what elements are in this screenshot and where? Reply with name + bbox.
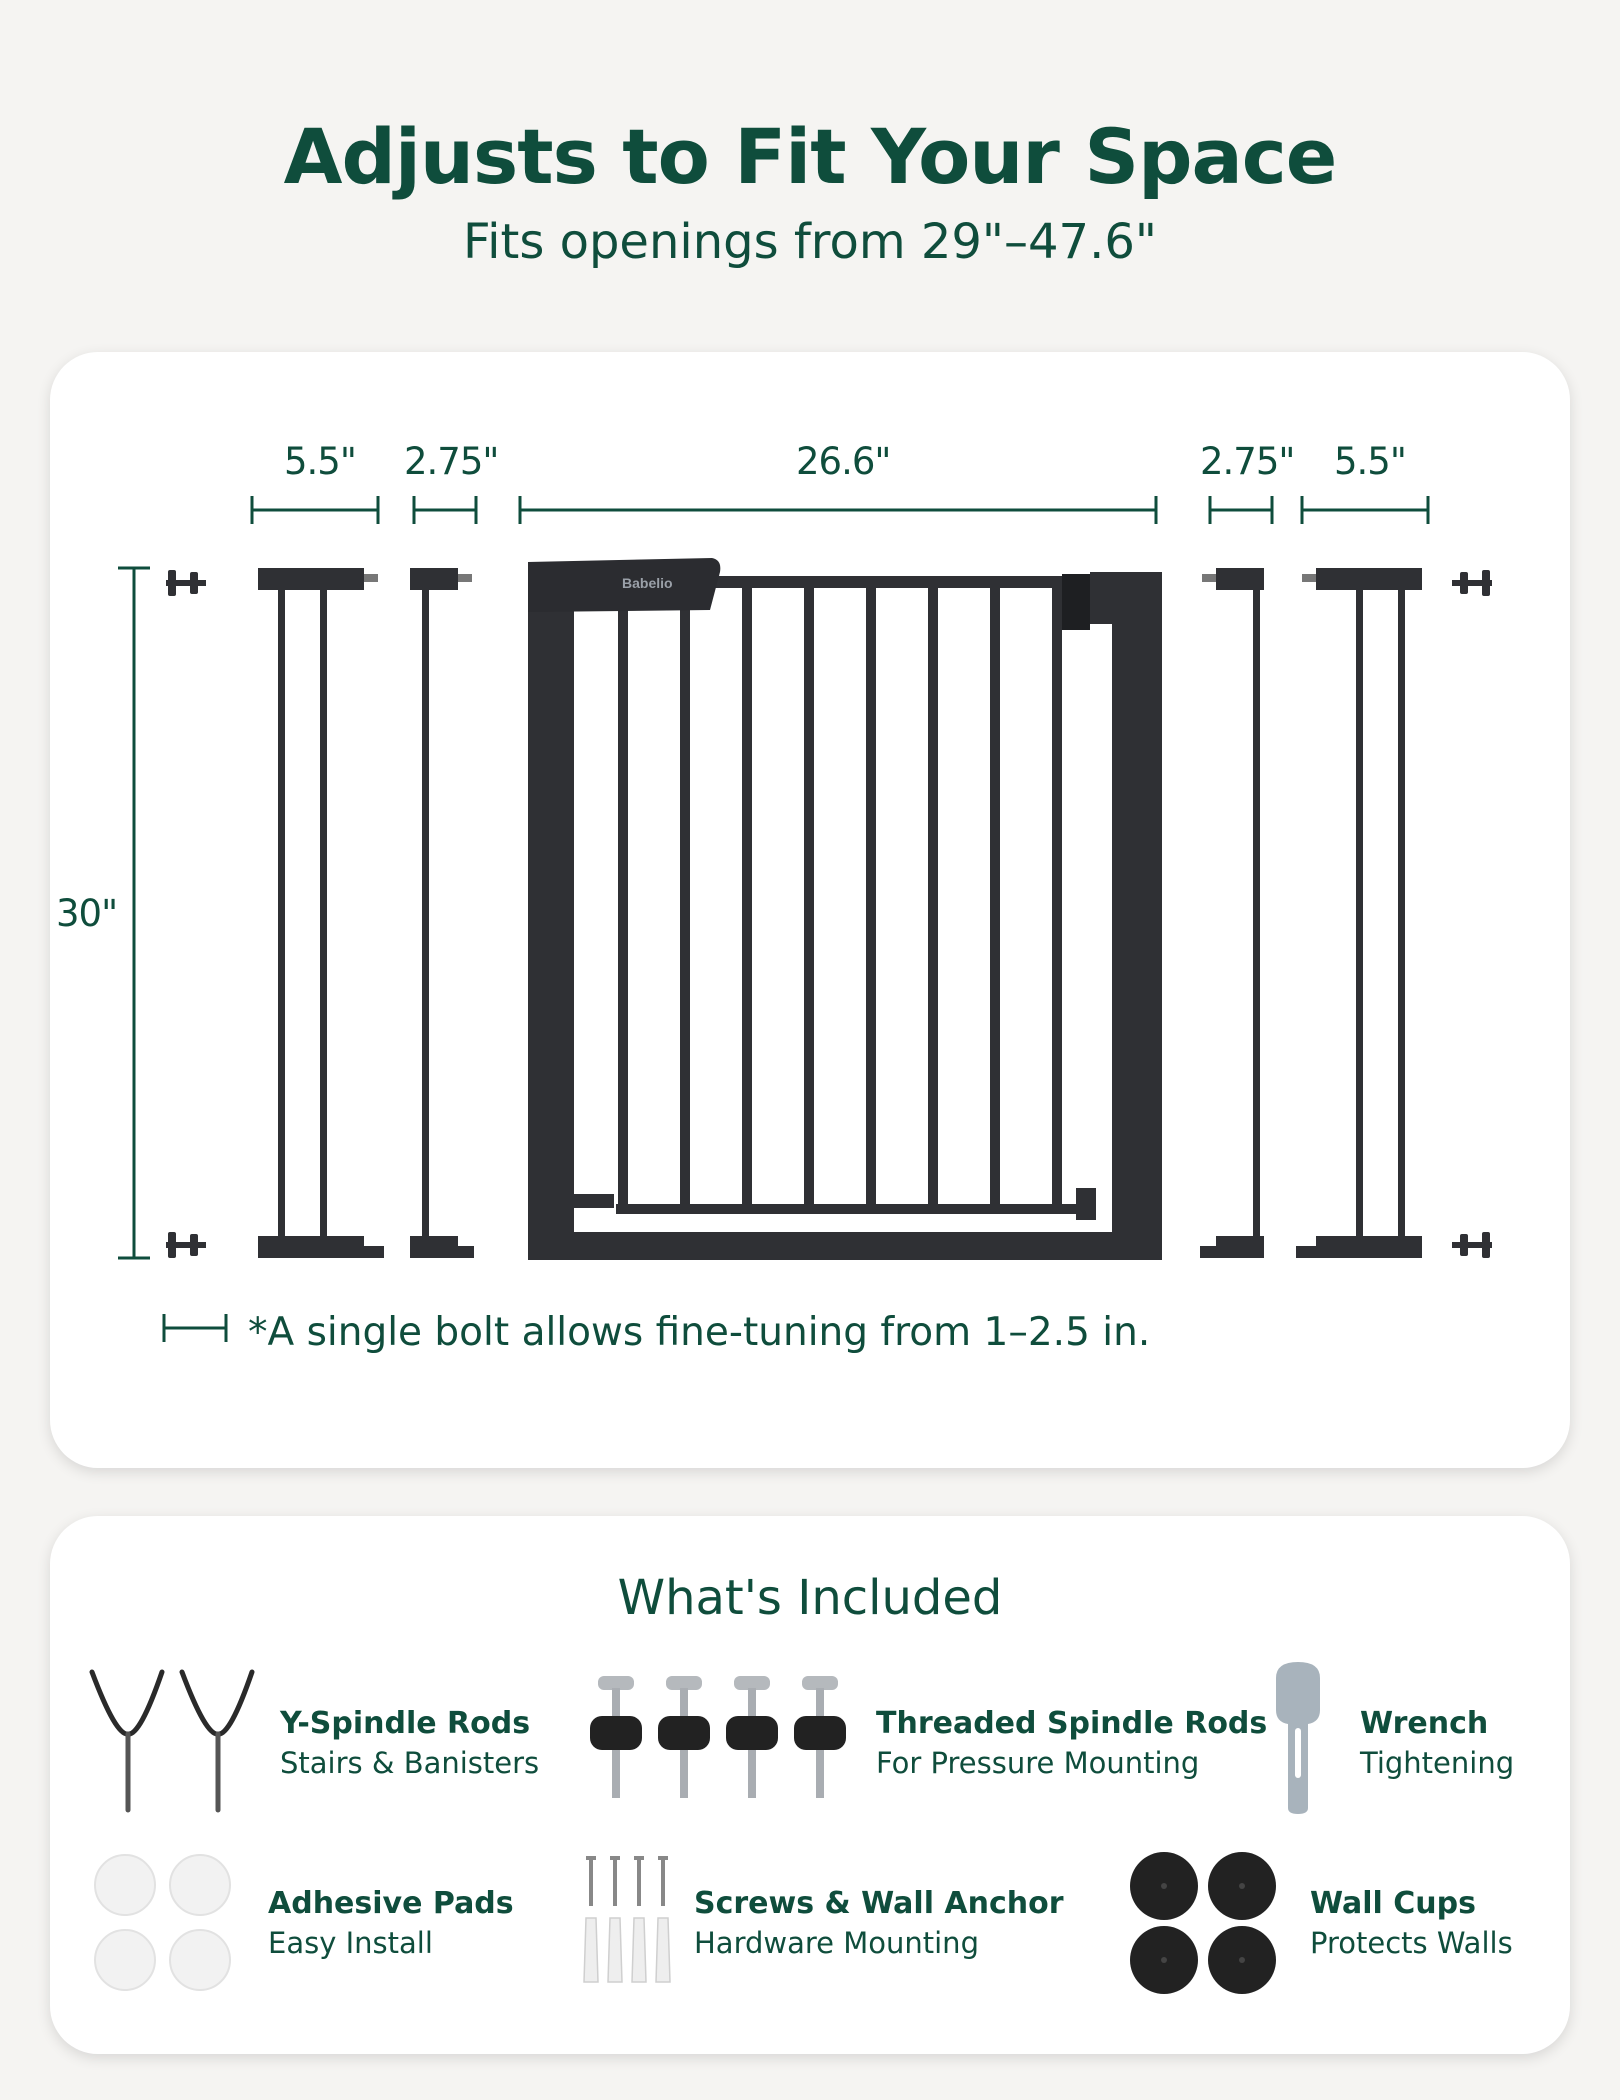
wrench-icon (1268, 1658, 1328, 1818)
bolts-left (166, 570, 206, 1258)
dim-label-left-inner: 2.75" (404, 440, 499, 483)
item-name-adhesive-pads: Adhesive Pads (268, 1886, 514, 1921)
included-card (50, 1516, 1570, 2054)
item-name-y-spindle: Y-Spindle Rods (280, 1706, 531, 1741)
wall-cup-icon (1128, 1850, 1278, 1996)
page-subtitle: Fits openings from 29"–47.6" (463, 214, 1157, 270)
item-desc-wall-cups: Protects Walls (1310, 1926, 1513, 1960)
adhesive-pad-icon (92, 1852, 232, 1992)
main-gate (528, 558, 1162, 1260)
threaded-spindle-icon (586, 1676, 856, 1806)
dimensions-card (50, 352, 1570, 1468)
gate-diagram (50, 352, 1570, 1468)
dim-label-height: 30" (56, 892, 118, 935)
item-name-wall-cups: Wall Cups (1310, 1886, 1476, 1921)
extension-left-outer (258, 568, 384, 1258)
page-title: Adjusts to Fit Your Space (283, 112, 1337, 201)
dim-label-left-outer: 5.5" (284, 440, 356, 483)
item-desc-screws-anchor: Hardware Mounting (694, 1926, 979, 1960)
item-name-screws-anchor: Screws & Wall Anchor (694, 1886, 1064, 1921)
item-name-threaded-spindle: Threaded Spindle Rods (876, 1706, 1268, 1741)
brand-logo: Babelio (622, 575, 673, 591)
included-title: What's Included (617, 1570, 1003, 1626)
fine-tuning-note: *A single bolt allows fine-tuning from 1–2.5 in. (248, 1310, 1151, 1355)
y-spindle-icon (86, 1666, 266, 1816)
item-desc-wrench: Tightening (1360, 1746, 1515, 1780)
extension-right-outer (1296, 568, 1422, 1258)
dim-label-gate: 26.6" (796, 440, 891, 483)
extension-right-inner (1200, 568, 1264, 1258)
item-name-wrench: Wrench (1360, 1706, 1489, 1741)
bolts-right (1452, 570, 1492, 1258)
screw-anchor-icon (576, 1856, 676, 1986)
dim-label-right-inner: 2.75" (1200, 440, 1295, 483)
dim-label-right-outer: 5.5" (1334, 440, 1406, 483)
item-desc-threaded-spindle: For Pressure Mounting (876, 1746, 1200, 1780)
item-desc-adhesive-pads: Easy Install (268, 1926, 433, 1960)
dimension-lines (118, 496, 1428, 1342)
item-desc-y-spindle: Stairs & Banisters (280, 1746, 540, 1780)
extension-left-inner (410, 568, 474, 1258)
